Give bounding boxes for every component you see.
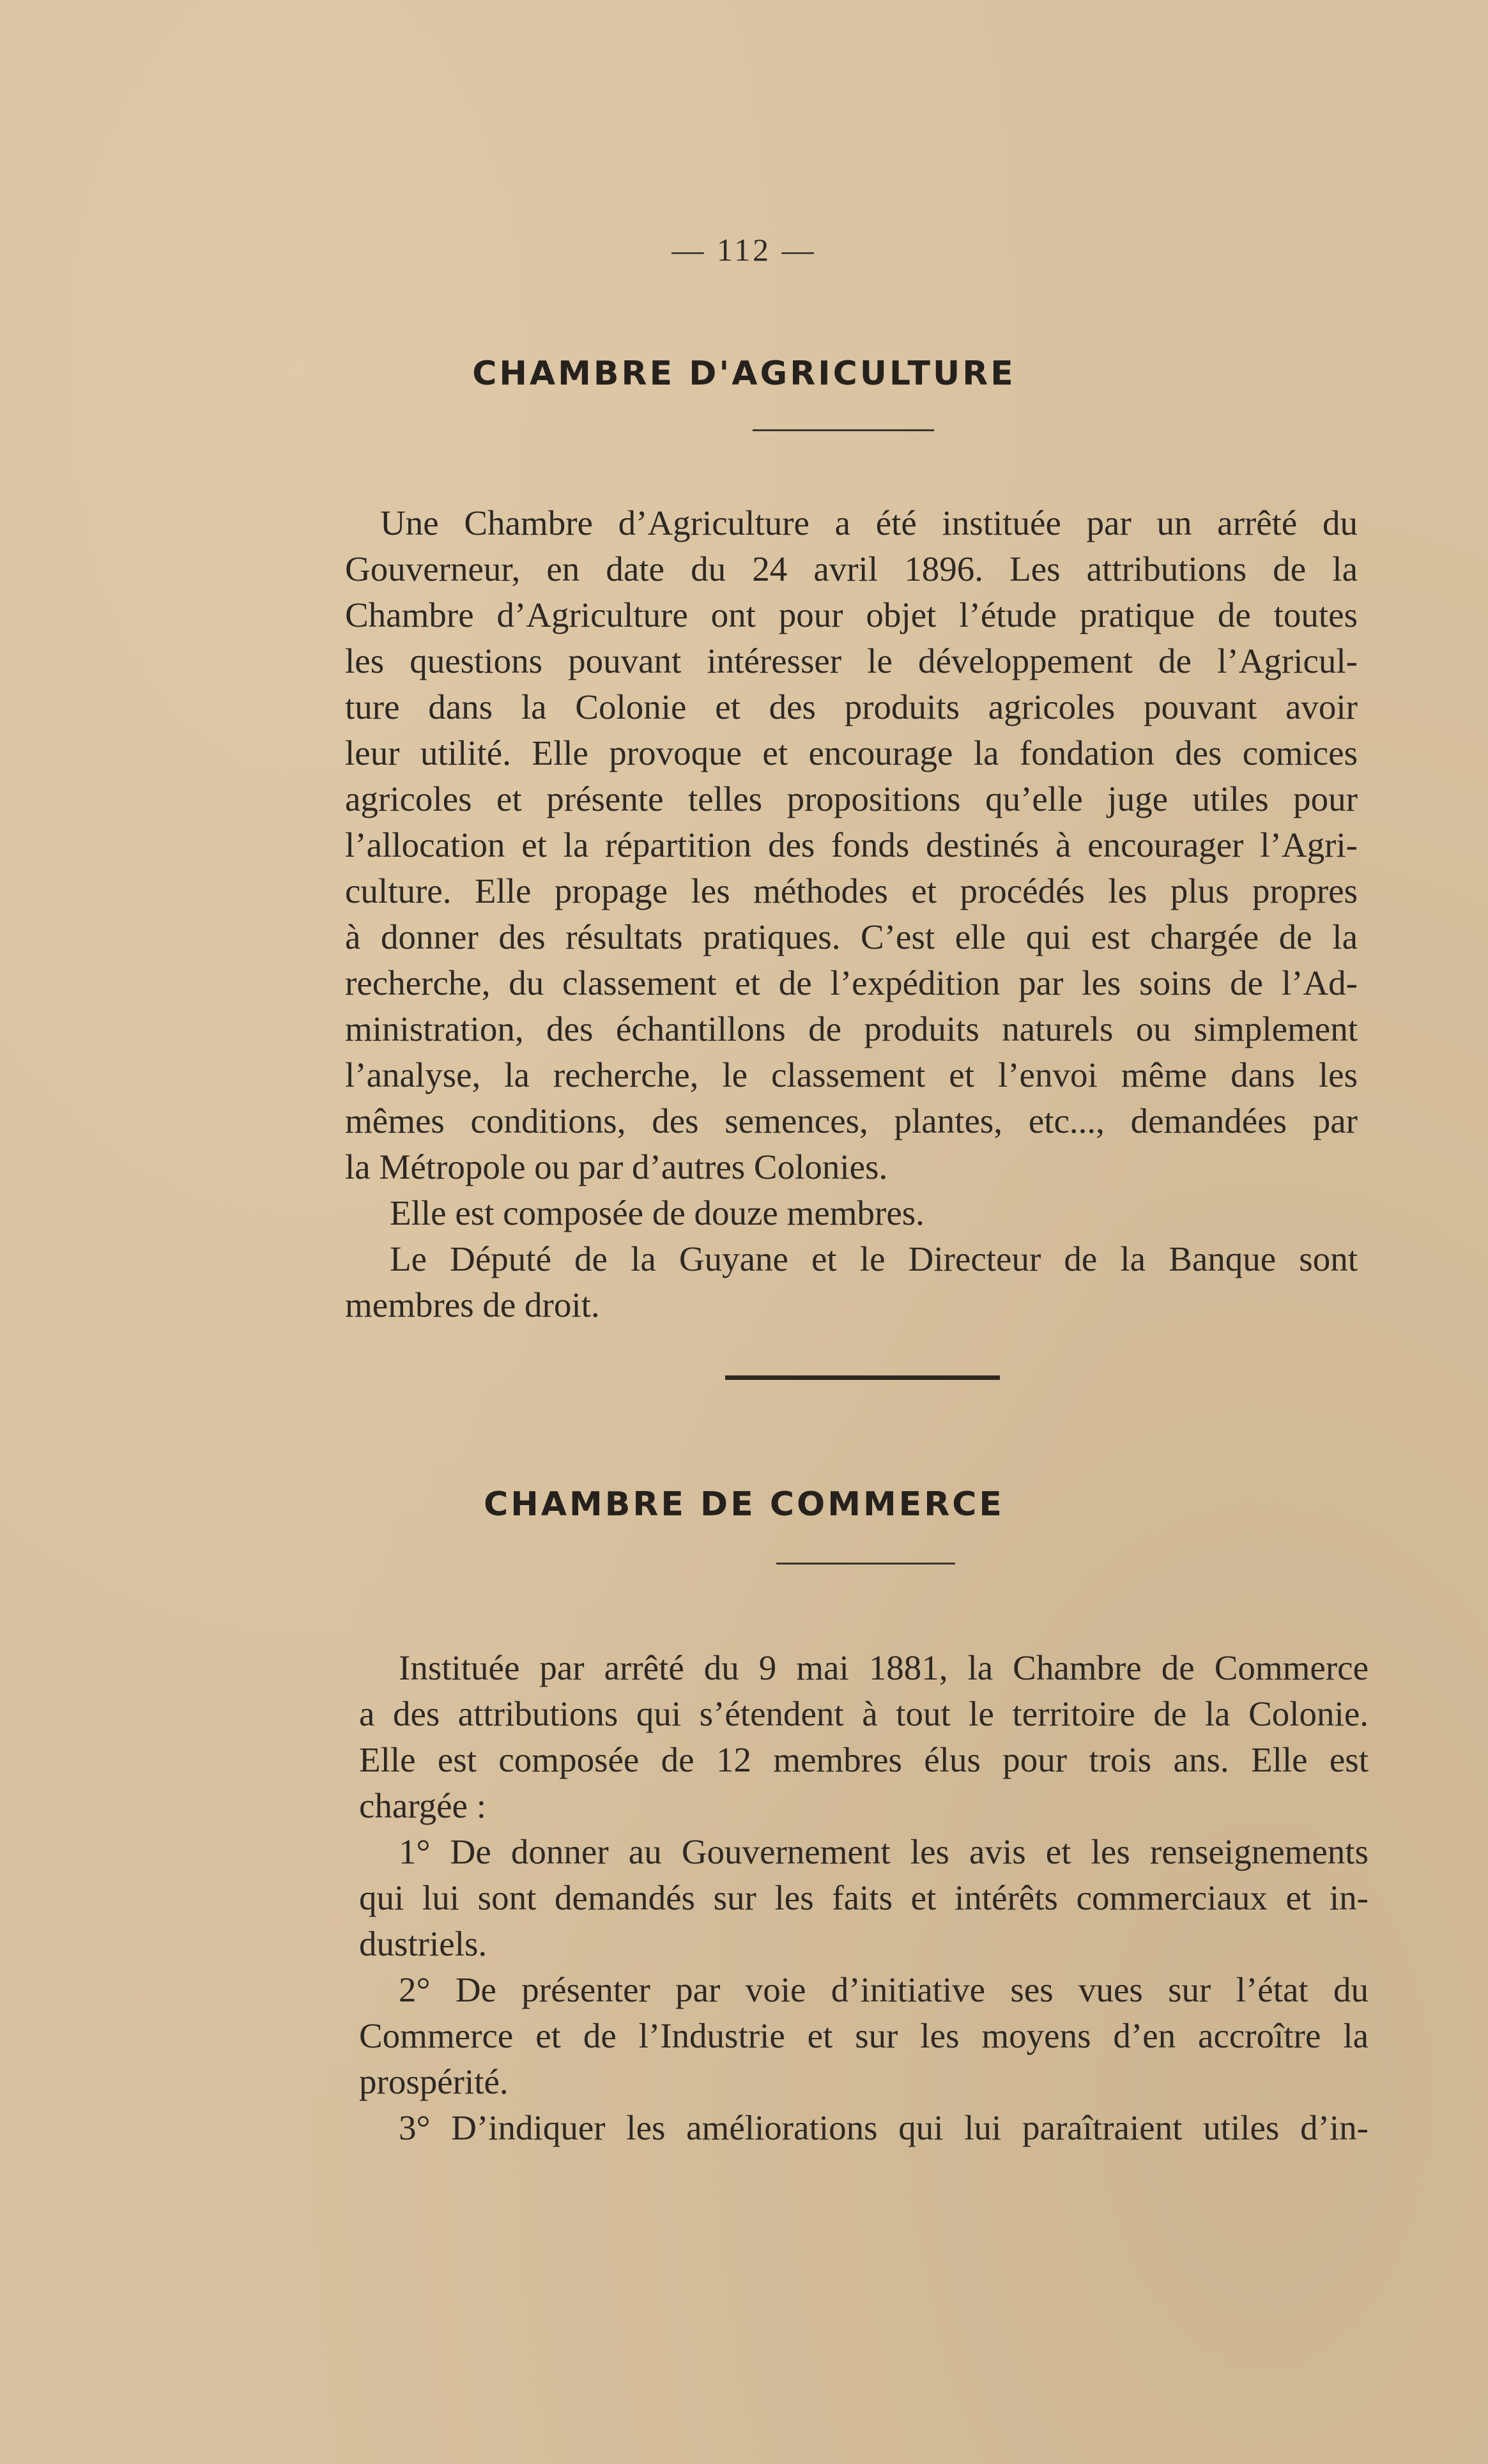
title-underline xyxy=(753,429,934,431)
text-line: a des attributions qui s’étendent à tout le territoire de la Colonie. xyxy=(359,1694,1369,1733)
title-underline xyxy=(776,1563,955,1565)
text-line: agricoles et présente telles propositions qu’elle juge utiles pour xyxy=(345,779,1358,818)
text-line: Elle est composée de 12 membres élus pour trois ans. Elle est xyxy=(359,1740,1369,1779)
text-line: Une Chambre d’Agriculture a été instituée par un arrêté du xyxy=(380,503,1358,542)
text-line: 3° D’indiquer les améliorations qui lui paraîtraient utiles d’in- xyxy=(399,2108,1369,2147)
section-title-agriculture: CHAMBRE D'AGRICULTURE xyxy=(472,355,1016,393)
text-line: chargée : xyxy=(359,1786,486,1825)
paragraph-agriculture-ex-officio xyxy=(345,1236,1358,1328)
text-line: ture dans la Colonie et des produits agricoles pouvant avoir xyxy=(345,687,1358,726)
text-line: leur utilité. Elle provoque et encourage la fondation des comices xyxy=(345,733,1358,772)
section-divider xyxy=(725,1375,1000,1380)
paragraph-commerce-item-2 xyxy=(359,1967,1369,2105)
paragraph-commerce-item-3 xyxy=(359,2105,1369,2151)
paragraph-agriculture-intro xyxy=(345,500,1358,1190)
text-line: recherche, du classement et de l’expédition par les soins de l’Ad- xyxy=(345,963,1358,1002)
text-line: 2° De présenter par voie d’initiative ses vues sur l’état du xyxy=(399,1970,1369,2009)
page-number: — 112 — xyxy=(671,232,817,268)
paragraph-commerce-item-1 xyxy=(359,1829,1369,1967)
text-line: Gouverneur, en date du 24 avril 1896. Les attributions de la xyxy=(345,549,1358,588)
text-line: qui lui sont demandés sur les faits et intérêts commerciaux et in- xyxy=(359,1878,1369,1917)
text-line: dustriels. xyxy=(359,1924,487,1963)
text-line: prospérité. xyxy=(359,2062,509,2101)
text-line: à donner des résultats pratiques. C’est elle qui est chargée de la xyxy=(345,917,1358,956)
text-line: les questions pouvant intéresser le développement de l’Agricul- xyxy=(345,641,1358,680)
text-line: ministration, des échantillons de produits naturels ou simplement xyxy=(345,1009,1358,1048)
text-line: mêmes conditions, des semences, plantes, etc..., demandées par xyxy=(345,1101,1358,1140)
text-line: membres de droit. xyxy=(345,1285,600,1324)
section-title-commerce: CHAMBRE DE COMMERCE xyxy=(484,1485,1004,1524)
text-line: l’allocation et la répartition des fonds destinés à encourager l’Agri- xyxy=(345,825,1358,864)
text-line: 1° De donner au Gouvernement les avis et les renseignements xyxy=(399,1832,1369,1871)
text-line: la Métropole ou par d’autres Colonies. xyxy=(345,1147,888,1186)
paragraph-agriculture-members xyxy=(345,1190,1358,1236)
paragraph-commerce-intro xyxy=(359,1645,1369,1829)
text-line: l’analyse, la recherche, le classement et l’envoi même dans les xyxy=(345,1055,1358,1094)
text-line: Chambre d’Agriculture ont pour objet l’étude pratique de toutes xyxy=(345,595,1358,634)
text-line: Le Député de la Guyane et le Directeur de la Banque sont xyxy=(390,1239,1358,1278)
text-line: culture. Elle propage les méthodes et procédés les plus propres xyxy=(345,871,1358,910)
text-line: Elle est composée de douze membres. xyxy=(390,1193,924,1232)
text-line: Instituée par arrêté du 9 mai 1881, la Chambre de Commerce xyxy=(399,1648,1369,1687)
text-line: Commerce et de l’Industrie et sur les moyens d’en accroître la xyxy=(359,2016,1369,2055)
